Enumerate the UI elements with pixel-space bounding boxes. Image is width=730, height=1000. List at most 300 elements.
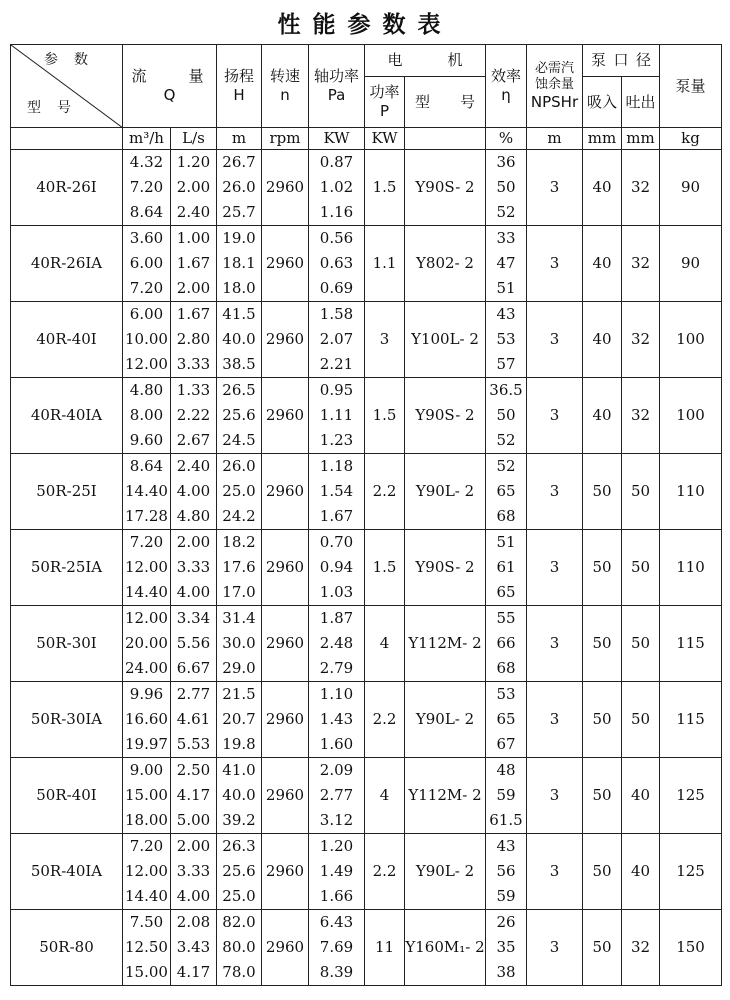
q-cell: 19.97 <box>123 732 171 758</box>
unit-cell: % <box>486 128 527 150</box>
q-cell: 9.60 <box>123 428 171 454</box>
header-speed-symbol: n <box>280 86 290 104</box>
shaft-power-cell: 1.66 <box>309 884 365 910</box>
q-cell: 12.00 <box>123 555 171 580</box>
efficiency-cell: 55 <box>486 606 527 632</box>
q-cell: 6.00 <box>123 302 171 328</box>
efficiency-cell: 66 <box>486 631 527 656</box>
q-cell: 6.00 <box>123 251 171 276</box>
npsh-cell: 3 <box>527 150 583 226</box>
motor-model-cell: Y90S- 2 <box>405 530 486 606</box>
inlet-cell: 50 <box>583 910 622 986</box>
h-cell: 30.0 <box>217 631 262 656</box>
motor-power-cell: 11 <box>365 910 405 986</box>
speed-cell: 2960 <box>262 530 309 606</box>
header-head: 扬程 H <box>217 45 262 128</box>
inlet-cell: 50 <box>583 682 622 758</box>
h-cell: 29.0 <box>217 656 262 682</box>
motor-power-cell: 1.5 <box>365 378 405 454</box>
speed-cell: 2960 <box>262 910 309 986</box>
h-cell: 40.0 <box>217 327 262 352</box>
header-flow: 流 量 Q <box>123 45 217 128</box>
weight-cell: 115 <box>660 606 722 682</box>
efficiency-cell: 61.5 <box>486 808 527 834</box>
model-cell: 40R-40IA <box>11 378 123 454</box>
l-cell: 6.67 <box>171 656 217 682</box>
motor-model-cell: Y90S- 2 <box>405 378 486 454</box>
h-cell: 17.6 <box>217 555 262 580</box>
shaft-power-cell: 1.11 <box>309 403 365 428</box>
header-head-symbol: H <box>233 86 245 104</box>
header-param: 参数 <box>44 52 104 68</box>
efficiency-cell: 36.5 <box>486 378 527 404</box>
weight-cell: 90 <box>660 150 722 226</box>
header-npsh: 必需汽 蚀余量 NPSHr <box>527 45 583 128</box>
shaft-power-cell: 2.77 <box>309 783 365 808</box>
outlet-cell: 50 <box>622 606 660 682</box>
h-cell: 25.6 <box>217 403 262 428</box>
shaft-power-cell: 6.43 <box>309 910 365 936</box>
h-cell: 26.7 <box>217 150 262 176</box>
header-speed: 转速 n <box>262 45 309 128</box>
outlet-cell: 32 <box>622 302 660 378</box>
shaft-power-cell: 0.56 <box>309 226 365 252</box>
motor-model-cell: Y802- 2 <box>405 226 486 302</box>
efficiency-cell: 56 <box>486 859 527 884</box>
shaft-power-cell: 2.09 <box>309 758 365 784</box>
l-cell: 2.67 <box>171 428 217 454</box>
speed-cell: 2960 <box>262 834 309 910</box>
q-cell: 12.50 <box>123 935 171 960</box>
h-cell: 25.0 <box>217 884 262 910</box>
efficiency-cell: 65 <box>486 707 527 732</box>
motor-power-cell: 1.1 <box>365 226 405 302</box>
efficiency-cell: 61 <box>486 555 527 580</box>
header-efficiency-symbol: η <box>501 86 511 104</box>
shaft-power-cell: 2.79 <box>309 656 365 682</box>
q-cell: 7.20 <box>123 175 171 200</box>
table-row <box>11 758 722 784</box>
l-cell: 2.00 <box>171 175 217 200</box>
efficiency-cell: 35 <box>486 935 527 960</box>
outlet-cell: 32 <box>622 378 660 454</box>
l-cell: 2.40 <box>171 200 217 226</box>
motor-model-cell: Y90L- 2 <box>405 454 486 530</box>
h-cell: 18.2 <box>217 530 262 556</box>
header-param-model-cell <box>11 45 123 128</box>
h-cell: 25.7 <box>217 200 262 226</box>
efficiency-cell: 26 <box>486 910 527 936</box>
efficiency-cell: 50 <box>486 403 527 428</box>
speed-cell: 2960 <box>262 758 309 834</box>
model-cell: 50R-80 <box>11 910 123 986</box>
q-cell: 16.60 <box>123 707 171 732</box>
model-cell: 40R-26IA <box>11 226 123 302</box>
l-cell: 3.33 <box>171 352 217 378</box>
model-cell: 50R-30IA <box>11 682 123 758</box>
units-model-blank <box>11 128 123 150</box>
table-row <box>11 530 722 556</box>
l-cell: 2.00 <box>171 530 217 556</box>
efficiency-cell: 50 <box>486 175 527 200</box>
inlet-cell: 50 <box>583 758 622 834</box>
shaft-power-cell: 1.60 <box>309 732 365 758</box>
efficiency-cell: 52 <box>486 454 527 480</box>
unit-cell: KW <box>365 128 405 150</box>
table-row <box>11 454 722 480</box>
q-cell: 12.00 <box>123 352 171 378</box>
h-cell: 17.0 <box>217 580 262 606</box>
shaft-power-cell: 7.69 <box>309 935 365 960</box>
l-cell: 3.34 <box>171 606 217 632</box>
q-cell: 20.00 <box>123 631 171 656</box>
motor-power-cell: 2.2 <box>365 834 405 910</box>
outlet-cell: 32 <box>622 150 660 226</box>
h-cell: 25.6 <box>217 859 262 884</box>
model-cell: 50R-40I <box>11 758 123 834</box>
header-shaft-power: 轴功率 Pa <box>309 45 365 128</box>
q-cell: 18.00 <box>123 808 171 834</box>
q-cell: 4.32 <box>123 150 171 176</box>
weight-cell: 150 <box>660 910 722 986</box>
h-cell: 21.5 <box>217 682 262 708</box>
l-cell: 3.33 <box>171 859 217 884</box>
weight-cell: 110 <box>660 454 722 530</box>
shaft-power-cell: 0.95 <box>309 378 365 404</box>
outlet-cell: 40 <box>622 758 660 834</box>
efficiency-cell: 67 <box>486 732 527 758</box>
header-flow-symbol: Q <box>163 86 176 104</box>
table-row <box>11 682 722 708</box>
shaft-power-cell: 1.10 <box>309 682 365 708</box>
efficiency-cell: 53 <box>486 682 527 708</box>
h-cell: 80.0 <box>217 935 262 960</box>
unit-cell: m³/h <box>123 128 171 150</box>
shaft-power-cell: 8.39 <box>309 960 365 986</box>
efficiency-cell: 68 <box>486 656 527 682</box>
h-cell: 19.0 <box>217 226 262 252</box>
weight-cell: 110 <box>660 530 722 606</box>
table-row <box>11 606 722 632</box>
efficiency-cell: 65 <box>486 580 527 606</box>
h-cell: 78.0 <box>217 960 262 986</box>
inlet-cell: 50 <box>583 834 622 910</box>
npsh-cell: 3 <box>527 454 583 530</box>
table-row <box>11 834 722 860</box>
model-cell: 50R-30I <box>11 606 123 682</box>
q-cell: 7.50 <box>123 910 171 936</box>
shaft-power-cell: 1.43 <box>309 707 365 732</box>
header-efficiency: 效率 η <box>486 45 527 128</box>
h-cell: 26.0 <box>217 454 262 480</box>
table-row <box>11 302 722 328</box>
efficiency-cell: 57 <box>486 352 527 378</box>
h-cell: 26.0 <box>217 175 262 200</box>
l-cell: 4.80 <box>171 504 217 530</box>
q-cell: 8.64 <box>123 200 171 226</box>
weight-cell: 125 <box>660 758 722 834</box>
header-motor-model: 型 号 <box>405 77 486 128</box>
weight-cell: 100 <box>660 302 722 378</box>
table-row <box>11 150 722 176</box>
efficiency-cell: 33 <box>486 226 527 252</box>
l-cell: 2.40 <box>171 454 217 480</box>
npsh-cell: 3 <box>527 758 583 834</box>
h-cell: 26.3 <box>217 834 262 860</box>
header-weight: 泵量 <box>660 45 722 128</box>
header-motor-power-symbol: P <box>379 102 390 120</box>
l-cell: 4.00 <box>171 479 217 504</box>
header-motor: 电 机 <box>365 45 486 77</box>
h-cell: 26.5 <box>217 378 262 404</box>
h-cell: 20.7 <box>217 707 262 732</box>
motor-model-cell: Y112M- 2 <box>405 606 486 682</box>
l-cell: 1.33 <box>171 378 217 404</box>
h-cell: 25.0 <box>217 479 262 504</box>
l-cell: 2.00 <box>171 834 217 860</box>
weight-cell: 100 <box>660 378 722 454</box>
q-cell: 7.20 <box>123 834 171 860</box>
efficiency-cell: 53 <box>486 327 527 352</box>
h-cell: 40.0 <box>217 783 262 808</box>
header-inlet: 吸入 <box>583 77 622 128</box>
q-cell: 4.80 <box>123 378 171 404</box>
h-cell: 18.0 <box>217 276 262 302</box>
l-cell: 2.22 <box>171 403 217 428</box>
table-row <box>11 226 722 252</box>
header-motor-power: 功率 P <box>365 77 405 128</box>
h-cell: 41.5 <box>217 302 262 328</box>
motor-power-cell: 2.2 <box>365 454 405 530</box>
speed-cell: 2960 <box>262 606 309 682</box>
weight-cell: 90 <box>660 226 722 302</box>
motor-model-cell: Y112M- 2 <box>405 758 486 834</box>
npsh-cell: 3 <box>527 226 583 302</box>
motor-model-cell: Y90S- 2 <box>405 150 486 226</box>
shaft-power-cell: 1.02 <box>309 175 365 200</box>
efficiency-cell: 36 <box>486 150 527 176</box>
weight-cell: 125 <box>660 834 722 910</box>
unit-cell <box>405 128 486 150</box>
efficiency-cell: 52 <box>486 200 527 226</box>
inlet-cell: 50 <box>583 454 622 530</box>
shaft-power-cell: 1.20 <box>309 834 365 860</box>
l-cell: 4.00 <box>171 884 217 910</box>
npsh-cell: 3 <box>527 302 583 378</box>
npsh-cell: 3 <box>527 530 583 606</box>
shaft-power-cell: 1.49 <box>309 859 365 884</box>
shaft-power-cell: 1.58 <box>309 302 365 328</box>
efficiency-cell: 43 <box>486 834 527 860</box>
h-cell: 24.2 <box>217 504 262 530</box>
motor-model-cell: Y90L- 2 <box>405 682 486 758</box>
h-cell: 19.8 <box>217 732 262 758</box>
unit-cell: m <box>527 128 583 150</box>
shaft-power-cell: 1.23 <box>309 428 365 454</box>
l-cell: 4.00 <box>171 580 217 606</box>
shaft-power-cell: 2.48 <box>309 631 365 656</box>
motor-model-cell: Y160M₁- 2 <box>405 910 486 986</box>
efficiency-cell: 38 <box>486 960 527 986</box>
shaft-power-cell: 1.16 <box>309 200 365 226</box>
q-cell: 7.20 <box>123 530 171 556</box>
q-cell: 3.60 <box>123 226 171 252</box>
h-cell: 41.0 <box>217 758 262 784</box>
outlet-cell: 32 <box>622 910 660 986</box>
npsh-cell: 3 <box>527 606 583 682</box>
outlet-cell: 50 <box>622 530 660 606</box>
inlet-cell: 50 <box>583 530 622 606</box>
h-cell: 24.5 <box>217 428 262 454</box>
model-cell: 40R-40I <box>11 302 123 378</box>
shaft-power-cell: 0.94 <box>309 555 365 580</box>
shaft-power-cell: 2.21 <box>309 352 365 378</box>
q-cell: 12.00 <box>123 606 171 632</box>
motor-power-cell: 4 <box>365 758 405 834</box>
inlet-cell: 50 <box>583 606 622 682</box>
header-outlet: 吐出 <box>622 77 660 128</box>
l-cell: 1.20 <box>171 150 217 176</box>
l-cell: 1.67 <box>171 302 217 328</box>
q-cell: 12.00 <box>123 859 171 884</box>
speed-cell: 2960 <box>262 454 309 530</box>
outlet-cell: 32 <box>622 226 660 302</box>
l-cell: 5.00 <box>171 808 217 834</box>
unit-cell: kg <box>660 128 722 150</box>
motor-power-cell: 1.5 <box>365 150 405 226</box>
l-cell: 4.17 <box>171 783 217 808</box>
shaft-power-cell: 0.87 <box>309 150 365 176</box>
weight-cell: 115 <box>660 682 722 758</box>
efficiency-cell: 43 <box>486 302 527 328</box>
units-row <box>11 128 722 150</box>
shaft-power-cell: 2.07 <box>309 327 365 352</box>
q-cell: 15.00 <box>123 960 171 986</box>
shaft-power-cell: 1.03 <box>309 580 365 606</box>
l-cell: 2.77 <box>171 682 217 708</box>
unit-cell: mm <box>583 128 622 150</box>
q-cell: 10.00 <box>123 327 171 352</box>
l-cell: 4.17 <box>171 960 217 986</box>
efficiency-cell: 47 <box>486 251 527 276</box>
q-cell: 9.00 <box>123 758 171 784</box>
npsh-cell: 3 <box>527 910 583 986</box>
motor-power-cell: 3 <box>365 302 405 378</box>
shaft-power-cell: 1.67 <box>309 504 365 530</box>
outlet-cell: 50 <box>622 454 660 530</box>
l-cell: 1.00 <box>171 226 217 252</box>
table-row <box>11 378 722 404</box>
l-cell: 2.50 <box>171 758 217 784</box>
shaft-power-cell: 0.70 <box>309 530 365 556</box>
shaft-power-cell: 0.69 <box>309 276 365 302</box>
efficiency-cell: 51 <box>486 530 527 556</box>
speed-cell: 2960 <box>262 226 309 302</box>
header-shaft-power-symbol: Pa <box>327 86 346 104</box>
efficiency-cell: 59 <box>486 783 527 808</box>
h-cell: 39.2 <box>217 808 262 834</box>
q-cell: 7.20 <box>123 276 171 302</box>
model-cell: 50R-40IA <box>11 834 123 910</box>
shaft-power-cell: 1.87 <box>309 606 365 632</box>
header-npsh-symbol: NPSHr <box>530 92 579 111</box>
h-cell: 38.5 <box>217 352 262 378</box>
shaft-power-cell: 3.12 <box>309 808 365 834</box>
unit-cell: mm <box>622 128 660 150</box>
unit-cell: rpm <box>262 128 309 150</box>
l-cell: 2.80 <box>171 327 217 352</box>
l-cell: 3.33 <box>171 555 217 580</box>
q-cell: 14.40 <box>123 580 171 606</box>
l-cell: 5.56 <box>171 631 217 656</box>
efficiency-cell: 51 <box>486 276 527 302</box>
efficiency-cell: 65 <box>486 479 527 504</box>
l-cell: 1.67 <box>171 251 217 276</box>
l-cell: 2.00 <box>171 276 217 302</box>
outlet-cell: 50 <box>622 682 660 758</box>
l-cell: 5.53 <box>171 732 217 758</box>
shaft-power-cell: 1.18 <box>309 454 365 480</box>
inlet-cell: 40 <box>583 226 622 302</box>
speed-cell: 2960 <box>262 302 309 378</box>
outlet-cell: 40 <box>622 834 660 910</box>
q-cell: 9.96 <box>123 682 171 708</box>
header-port-diameter: 泵 口 径 <box>583 45 660 77</box>
speed-cell: 2960 <box>262 150 309 226</box>
q-cell: 17.28 <box>123 504 171 530</box>
table-row <box>11 910 722 936</box>
npsh-cell: 3 <box>527 682 583 758</box>
motor-power-cell: 2.2 <box>365 682 405 758</box>
efficiency-cell: 52 <box>486 428 527 454</box>
h-cell: 82.0 <box>217 910 262 936</box>
model-cell: 50R-25IA <box>11 530 123 606</box>
l-cell: 3.43 <box>171 935 217 960</box>
efficiency-cell: 48 <box>486 758 527 784</box>
q-cell: 14.40 <box>123 479 171 504</box>
q-cell: 24.00 <box>123 656 171 682</box>
unit-cell: KW <box>309 128 365 150</box>
q-cell: 8.64 <box>123 454 171 480</box>
h-cell: 31.4 <box>217 606 262 632</box>
shaft-power-cell: 1.54 <box>309 479 365 504</box>
l-cell: 2.08 <box>171 910 217 936</box>
inlet-cell: 40 <box>583 302 622 378</box>
l-cell: 4.61 <box>171 707 217 732</box>
q-cell: 14.40 <box>123 884 171 910</box>
speed-cell: 2960 <box>262 682 309 758</box>
unit-cell: L/s <box>171 128 217 150</box>
motor-model-cell: Y100L- 2 <box>405 302 486 378</box>
header-model: 型号 <box>27 100 87 116</box>
motor-power-cell: 4 <box>365 606 405 682</box>
model-cell: 40R-26I <box>11 150 123 226</box>
motor-model-cell: Y90L- 2 <box>405 834 486 910</box>
npsh-cell: 3 <box>527 834 583 910</box>
npsh-cell: 3 <box>527 378 583 454</box>
inlet-cell: 40 <box>583 150 622 226</box>
page-title: 性能参数表 <box>277 11 453 38</box>
q-cell: 15.00 <box>123 783 171 808</box>
inlet-cell: 40 <box>583 378 622 454</box>
efficiency-cell: 59 <box>486 884 527 910</box>
unit-cell: m <box>217 128 262 150</box>
h-cell: 18.1 <box>217 251 262 276</box>
speed-cell: 2960 <box>262 378 309 454</box>
performance-table <box>10 44 722 986</box>
shaft-power-cell: 0.63 <box>309 251 365 276</box>
model-cell: 50R-25I <box>11 454 123 530</box>
